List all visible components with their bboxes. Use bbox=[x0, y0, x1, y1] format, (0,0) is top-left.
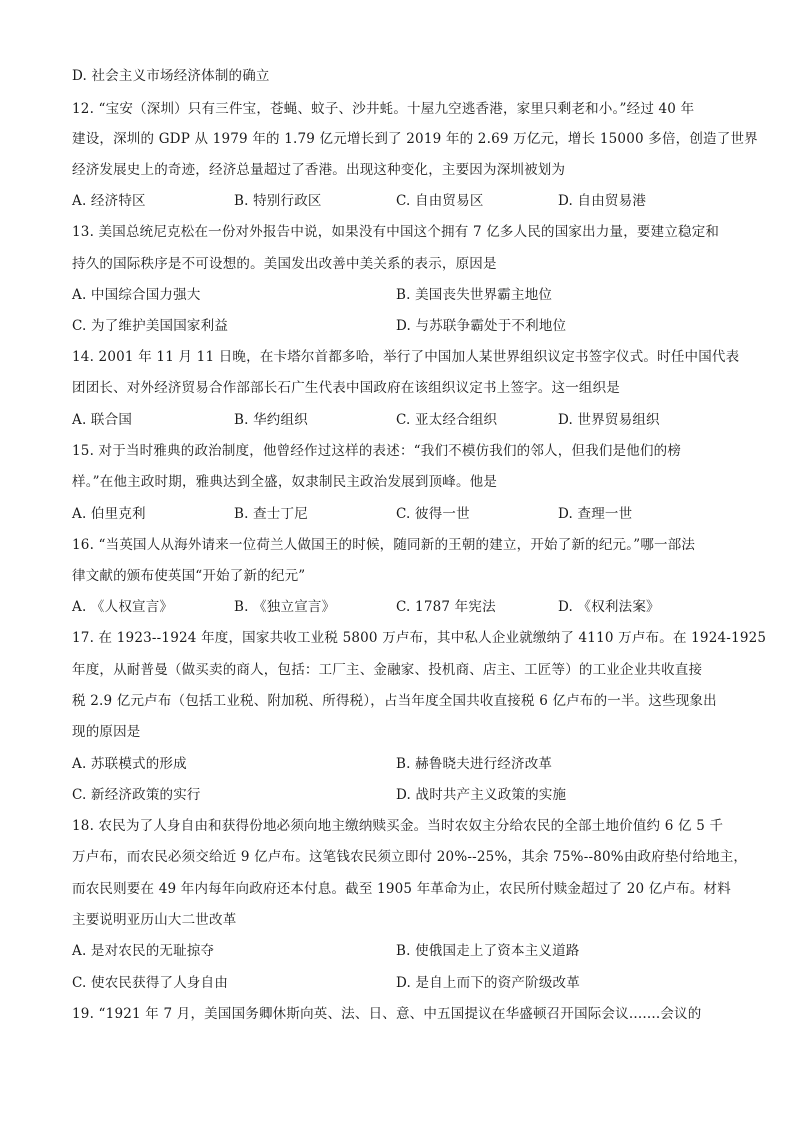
question-18-line-3: 而农民则要在 49 年内每年向政府还本付息。截至 1905 年革命为止，农民所付赎金超过了 20 亿卢布。材料 bbox=[72, 881, 731, 897]
question-17-line-4: 现的原因是 bbox=[72, 724, 141, 740]
question-15-option-c: C. 彼得一世 bbox=[396, 506, 470, 522]
question-15-option-b: B. 查士丁尼 bbox=[234, 506, 308, 522]
question-12-line-3: 经济发展史上的奇迹，经济总量超过了香港。出现这种变化，主要因为深圳被划为 bbox=[72, 162, 566, 178]
question-17-option-b: B. 赫鲁晓夫进行经济改革 bbox=[396, 756, 553, 772]
question-18-line-1: 18. 农民为了人身自由和获得份地必须向地主缴纳赎买金。当时农奴主分给农民的全部土地价值约 6 亿 5 千 bbox=[72, 818, 724, 834]
question-12-option-b: B. 特别行政区 bbox=[234, 193, 322, 209]
question-14-option-d: D. 世界贸易组织 bbox=[558, 412, 660, 428]
question-17-option-a: A. 苏联模式的形成 bbox=[72, 756, 187, 772]
question-18-option-a: A. 是对农民的无耻掠夺 bbox=[72, 943, 215, 959]
question-13-option-a: A. 中国综合国力强大 bbox=[72, 287, 201, 303]
question-15-line-1: 15. 对于当时雅典的政治制度，他曾经作过这样的表述：“我们不模仿我们的邻人，但我们是他们的榜 bbox=[72, 443, 682, 459]
question-14-option-c: C. 亚太经合组织 bbox=[396, 412, 498, 428]
question-16-line-1: 16. “当英国人从海外请来一位荷兰人做国王的时候，随同新的王朝的建立，开始了新的纪元。”哪一部法 bbox=[72, 537, 696, 553]
question-17-option-d: D. 战时共产主义政策的实施 bbox=[396, 787, 567, 803]
question-12-option-d: D. 自由贸易港 bbox=[558, 193, 647, 209]
question-18-line-2: 万卢布，而农民必须交给近 9 亿卢布。这笔钱农民须立即付 20%--25%，其余 75%--80%由政府垫付给地主， bbox=[72, 849, 748, 865]
question-17-line-3: 税 2.9 亿元卢布（包括工业税、附加税、所得税），占当年度全国共收直接税 6 亿卢布的一半。这些现象出 bbox=[72, 693, 717, 709]
question-19-line-1: 19. “1921 年 7 月，美国国务卿休斯向英、法、日、意、中五国提议在华盛顿召开国际会议.......会议的 bbox=[72, 1006, 702, 1022]
question-13-line-2: 持久的国际秩序是不可设想的。美国发出改善中美关系的表示，原因是 bbox=[72, 256, 497, 272]
option-d-previous: D. 社会主义市场经济体制的确立 bbox=[72, 68, 270, 84]
question-14-option-a: A. 联合国 bbox=[72, 412, 133, 428]
question-13-option-d: D. 与苏联争霸处于不利地位 bbox=[396, 318, 567, 334]
question-17-line-1: 17. 在 1923--1924 年度，国家共收工业税 5800 万卢布，其中私人企业就缴纳了 4110 万卢布。在 1924-1925 bbox=[72, 630, 767, 646]
question-12-line-2: 建设，深圳的 GDP 从 1979 年的 1.79 亿元增长到了 2019 年的 2.69 万亿元，增长 15000 多倍，创造了世界 bbox=[72, 131, 758, 147]
question-13-option-b: B. 美国丧失世界霸主地位 bbox=[396, 287, 553, 303]
question-15-line-2: 样。”在他主政时期，雅典达到全盛，奴隶制民主政治发展到顶峰。他是 bbox=[72, 474, 498, 490]
question-18-option-d: D. 是自上而下的资产阶级改革 bbox=[396, 975, 580, 991]
question-15-option-d: D. 查理一世 bbox=[558, 506, 633, 522]
question-18-option-b: B. 使俄国走上了资本主义道路 bbox=[396, 943, 580, 959]
question-15-option-a: A. 伯里克利 bbox=[72, 506, 146, 522]
question-16-option-d: D. 《权利法案》 bbox=[558, 599, 660, 615]
question-13-option-c: C. 为了维护美国国家利益 bbox=[72, 318, 229, 334]
question-13-line-1: 13. 美国总统尼克松在一份对外报告中说，如果没有中国这个拥有 7 亿多人民的国家出力量，要建立稳定和 bbox=[72, 224, 720, 240]
question-16-line-2: 律文献的颁布使英国“开始了新的纪元” bbox=[72, 568, 306, 584]
question-16-option-c: C. 1787 年宪法 bbox=[396, 599, 496, 615]
question-16-option-b: B. 《独立宣言》 bbox=[234, 599, 336, 615]
question-12-line-1: 12. “宝安（深圳）只有三件宝，苍蝇、蚊子、沙井蚝。十屋九空逃香港，家里只剩老和小。”经过 40 年 bbox=[72, 101, 695, 117]
question-18-option-c: C. 使农民获得了人身自由 bbox=[72, 975, 229, 991]
question-12-option-a: A. 经济特区 bbox=[72, 193, 146, 209]
question-12-option-c: C. 自由贸易区 bbox=[396, 193, 484, 209]
question-17-option-c: C. 新经济政策的实行 bbox=[72, 787, 201, 803]
question-17-line-2: 年度，从耐普曼（做买卖的商人，包括：工厂主、金融家、投机商、店主、工匠等）的工业企业共收直接 bbox=[72, 662, 703, 678]
question-14-line-2: 团团长、对外经济贸易合作部部长石广生代表中国政府在该组织议定书上签字。这一组织是 bbox=[72, 380, 620, 396]
question-14-line-1: 14. 2001 年 11 月 11 日晚，在卡塔尔首都多哈，举行了中国加人某世界组织议定书签字仪式。时任中国代表 bbox=[72, 349, 740, 365]
question-18-line-4: 主要说明亚历山大二世改革 bbox=[72, 912, 237, 928]
question-14-option-b: B. 华约组织 bbox=[234, 412, 308, 428]
question-16-option-a: A. 《人权宣言》 bbox=[72, 599, 174, 615]
